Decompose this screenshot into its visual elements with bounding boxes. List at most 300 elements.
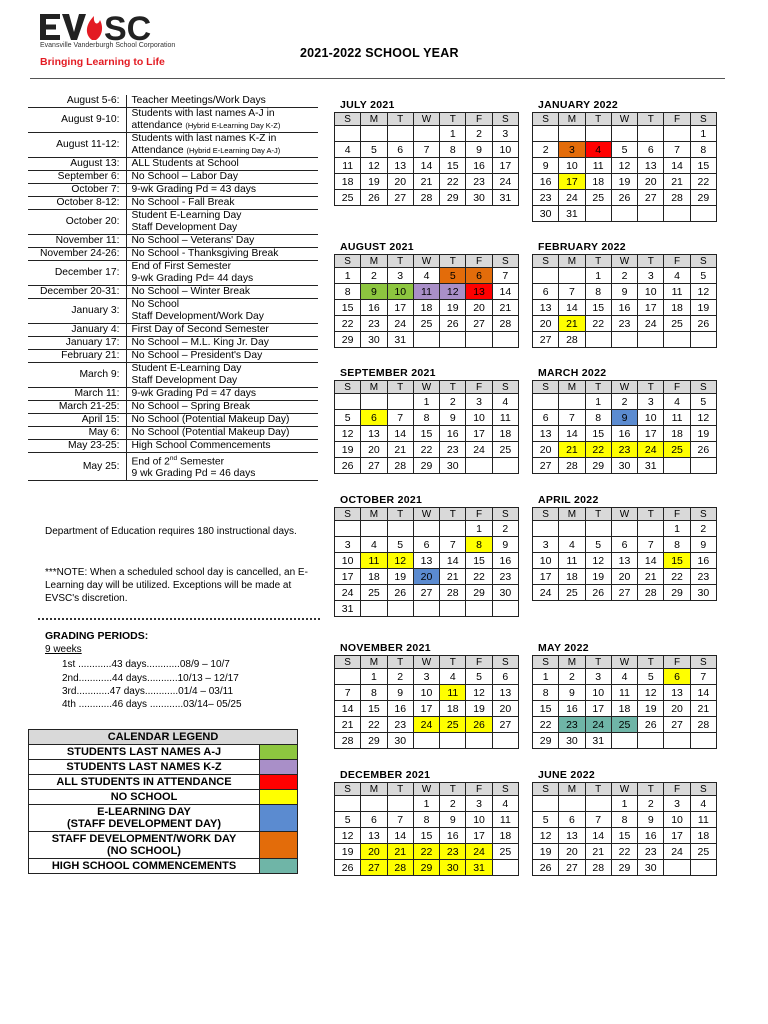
day-cell: 5 — [335, 812, 361, 828]
day-cell: 11 — [664, 284, 690, 300]
day-cell: 8 — [585, 284, 611, 300]
event-text — [132, 337, 317, 349]
day-cell: 7 — [335, 685, 361, 701]
week-row — [335, 601, 519, 617]
day-cell: 27 — [413, 585, 439, 601]
empty-cell — [492, 733, 518, 749]
day-cell: 14 — [335, 701, 361, 717]
day-cell: 17 — [413, 701, 439, 717]
legend-row — [29, 790, 298, 805]
day-cell: 13 — [466, 284, 492, 300]
day-cell: 21 — [440, 569, 466, 585]
day-cell: 23 — [690, 569, 716, 585]
week-row — [533, 569, 717, 585]
event-text-second: Staff Development Day — [131, 375, 238, 386]
weekday-label: T — [440, 656, 466, 669]
day-cell: 7 — [585, 812, 611, 828]
day-cell: 27 — [638, 190, 664, 206]
day-cell: 19 — [361, 174, 387, 190]
day-cell: 2 — [559, 669, 585, 685]
day-cell: 9 — [611, 284, 637, 300]
month-title: SEPTEMBER 2021 — [340, 367, 436, 379]
event-row — [28, 197, 318, 210]
day-cell: 23 — [638, 844, 664, 860]
empty-cell — [413, 601, 439, 617]
event-description — [126, 210, 318, 235]
legend-swatch — [260, 832, 298, 859]
day-cell: 12 — [335, 828, 361, 844]
day-cell: 25 — [664, 442, 690, 458]
day-cell: 1 — [440, 126, 466, 142]
day-cell: 7 — [638, 537, 664, 553]
empty-cell — [638, 332, 664, 348]
day-cell: 27 — [664, 717, 690, 733]
empty-cell — [387, 521, 413, 537]
legend-swatch — [260, 745, 298, 760]
event-date: May 25: — [28, 453, 126, 481]
week-row — [533, 206, 717, 222]
weekday-label: T — [638, 381, 664, 394]
day-cell: 31 — [387, 332, 413, 348]
empty-cell — [466, 332, 492, 348]
day-cell: 21 — [664, 174, 690, 190]
month-calendar — [334, 768, 519, 876]
day-cell: 10 — [664, 812, 690, 828]
event-text-second: 9 wk Grading Pd = 46 days — [131, 468, 256, 480]
day-cell: 18 — [559, 569, 585, 585]
weekday-label: F — [664, 508, 690, 521]
week-row — [533, 669, 717, 685]
event-date: March 21-25: — [28, 401, 126, 414]
week-row — [533, 701, 717, 717]
empty-cell — [335, 796, 361, 812]
day-cell: 19 — [638, 701, 664, 717]
weekday-label: W — [413, 656, 439, 669]
week-row — [335, 268, 519, 284]
day-cell: 6 — [361, 812, 387, 828]
day-cell: 19 — [690, 300, 716, 316]
day-cell: 25 — [492, 442, 518, 458]
weekday-label: T — [638, 255, 664, 268]
week-row — [533, 300, 717, 316]
weekday-label: S — [533, 656, 559, 669]
day-cell: 7 — [559, 410, 585, 426]
day-cell: 13 — [611, 553, 637, 569]
month-title: JANUARY 2022 — [538, 99, 619, 111]
event-row — [28, 427, 318, 440]
day-cell: 20 — [559, 844, 585, 860]
day-cell: 1 — [533, 669, 559, 685]
event-row — [28, 350, 318, 363]
day-cell: 2 — [638, 796, 664, 812]
day-cell: 28 — [387, 860, 413, 876]
day-cell: 8 — [664, 537, 690, 553]
week-row — [335, 300, 519, 316]
empty-cell — [387, 796, 413, 812]
day-cell: 21 — [413, 174, 439, 190]
week-row — [533, 442, 717, 458]
legend-swatch — [260, 859, 298, 874]
day-cell: 9 — [361, 284, 387, 300]
day-cell: 17 — [466, 426, 492, 442]
day-cell: 23 — [440, 844, 466, 860]
day-cell: 30 — [440, 458, 466, 474]
event-description — [126, 158, 318, 171]
weekday-label: T — [440, 783, 466, 796]
weekday-label: M — [361, 783, 387, 796]
day-cell: 13 — [492, 685, 518, 701]
weekday-label: S — [533, 113, 559, 126]
day-cell: 11 — [492, 812, 518, 828]
day-cell: 30 — [690, 585, 716, 601]
empty-cell — [387, 601, 413, 617]
day-cell: 8 — [440, 142, 466, 158]
day-cell: 18 — [664, 426, 690, 442]
day-cell: 8 — [466, 537, 492, 553]
event-text-main: No School – Winter Break — [131, 286, 250, 297]
note-instructional-days: Department of Education requires 180 instructional days. — [45, 526, 297, 537]
empty-cell — [611, 521, 637, 537]
event-text-main: No School - Fall Break — [131, 197, 235, 208]
day-cell: 16 — [492, 553, 518, 569]
day-cell: 11 — [492, 410, 518, 426]
legend-row — [29, 760, 298, 775]
event-description — [126, 286, 318, 299]
empty-cell — [492, 332, 518, 348]
day-cell: 6 — [466, 268, 492, 284]
day-cell: 24 — [466, 442, 492, 458]
event-description — [126, 184, 318, 197]
day-cell: 20 — [361, 844, 387, 860]
event-text-main: ALL Students at School — [131, 158, 239, 169]
month-calendar — [334, 493, 519, 617]
event-date: November 11: — [28, 235, 126, 248]
legend-label: STAFF DEVELOPMENT/WORK DAY (NO SCHOOL) — [29, 832, 260, 859]
weekday-header — [335, 783, 519, 796]
week-row — [335, 812, 519, 828]
week-row — [335, 828, 519, 844]
day-cell: 19 — [533, 844, 559, 860]
event-text-main: No School (Potential Makeup Day) — [131, 427, 290, 438]
day-cell: 27 — [361, 860, 387, 876]
day-cell: 20 — [466, 300, 492, 316]
weekday-header — [335, 113, 519, 126]
day-cell: 6 — [533, 410, 559, 426]
day-cell: 3 — [664, 796, 690, 812]
empty-cell — [335, 394, 361, 410]
event-date: May 6: — [28, 427, 126, 440]
day-cell: 20 — [611, 569, 637, 585]
day-cell: 16 — [466, 158, 492, 174]
day-cell: 16 — [611, 426, 637, 442]
day-cell: 20 — [533, 442, 559, 458]
day-cell: 18 — [335, 174, 361, 190]
day-cell: 25 — [664, 316, 690, 332]
day-cell: 10 — [387, 284, 413, 300]
weekday-label: T — [387, 381, 413, 394]
day-cell: 11 — [611, 685, 637, 701]
day-cell: 26 — [533, 860, 559, 876]
day-cell: 6 — [387, 142, 413, 158]
week-row — [335, 394, 519, 410]
day-cell: 14 — [492, 284, 518, 300]
empty-cell — [664, 733, 690, 749]
event-date: December 17: — [28, 261, 126, 286]
month-table — [532, 655, 717, 749]
day-cell: 25 — [585, 190, 611, 206]
day-cell: 30 — [466, 190, 492, 206]
event-date: October 20: — [28, 210, 126, 235]
page-title: 2021-2022 SCHOOL YEAR — [300, 46, 459, 60]
day-cell: 7 — [664, 142, 690, 158]
weekday-label: S — [533, 255, 559, 268]
day-cell: 1 — [413, 394, 439, 410]
month-calendar — [532, 768, 717, 876]
day-cell: 12 — [440, 284, 466, 300]
day-cell: 29 — [533, 733, 559, 749]
day-cell: 24 — [492, 174, 518, 190]
day-cell: 9 — [559, 685, 585, 701]
weekday-label: T — [638, 656, 664, 669]
weekday-label: W — [611, 113, 637, 126]
month-table — [334, 507, 519, 617]
day-cell: 29 — [413, 458, 439, 474]
day-cell: 5 — [335, 410, 361, 426]
day-cell: 16 — [361, 300, 387, 316]
week-row — [533, 717, 717, 733]
event-text — [132, 248, 317, 260]
grading-periods-title: GRADING PERIODS: — [45, 630, 149, 642]
day-cell: 27 — [466, 316, 492, 332]
month-calendar — [334, 240, 519, 348]
day-cell: 10 — [492, 142, 518, 158]
empty-cell — [361, 126, 387, 142]
day-cell: 3 — [413, 669, 439, 685]
weekday-label: S — [690, 656, 716, 669]
event-text-small: (Hybrid E-Learning Day A-J) — [186, 146, 281, 155]
calendar-legend — [28, 729, 298, 874]
empty-cell — [440, 733, 466, 749]
month-table — [532, 380, 717, 474]
empty-cell — [690, 206, 716, 222]
day-cell: 17 — [638, 426, 664, 442]
event-description — [126, 337, 318, 350]
weekday-header — [335, 508, 519, 521]
day-cell: 18 — [664, 300, 690, 316]
event-description — [126, 401, 318, 414]
weekday-header — [533, 113, 717, 126]
day-cell: 21 — [492, 300, 518, 316]
month-title: OCTOBER 2021 — [340, 494, 423, 506]
event-text-line2 — [132, 311, 317, 323]
day-cell: 16 — [533, 174, 559, 190]
event-text-second: 9-wk Grading Pd= 44 days — [131, 273, 254, 284]
event-text — [132, 414, 317, 426]
day-cell: 15 — [361, 701, 387, 717]
day-cell: 16 — [638, 828, 664, 844]
day-cell: 19 — [466, 701, 492, 717]
legend-row — [29, 832, 298, 859]
day-cell: 22 — [361, 717, 387, 733]
week-row — [335, 158, 519, 174]
week-row — [335, 701, 519, 717]
day-cell: 4 — [690, 796, 716, 812]
event-text-main: No School — [131, 299, 180, 310]
day-cell: 8 — [413, 812, 439, 828]
event-row — [28, 286, 318, 299]
week-row — [533, 796, 717, 812]
day-cell: 12 — [690, 410, 716, 426]
week-row — [533, 410, 717, 426]
empty-cell — [361, 394, 387, 410]
empty-cell — [585, 206, 611, 222]
event-date: February 21: — [28, 350, 126, 363]
month-table — [532, 782, 717, 876]
weekday-label: F — [664, 783, 690, 796]
grading-period-row: 4th ............46 days ............03/14– 05/25 — [62, 699, 242, 710]
day-cell: 3 — [466, 394, 492, 410]
day-cell: 13 — [533, 300, 559, 316]
empty-cell — [361, 601, 387, 617]
event-description — [126, 427, 318, 440]
weekday-label: F — [466, 656, 492, 669]
day-cell: 4 — [664, 394, 690, 410]
day-cell: 18 — [611, 701, 637, 717]
day-cell: 27 — [559, 860, 585, 876]
day-cell: 16 — [387, 701, 413, 717]
day-cell: 15 — [664, 553, 690, 569]
empty-cell — [690, 860, 716, 876]
day-cell: 28 — [638, 585, 664, 601]
event-text — [132, 350, 317, 362]
day-cell: 5 — [611, 142, 637, 158]
day-cell: 2 — [611, 268, 637, 284]
weekday-label: S — [690, 508, 716, 521]
event-text-line2 — [132, 273, 317, 285]
weekday-label: S — [533, 508, 559, 521]
week-row — [335, 426, 519, 442]
day-cell: 6 — [638, 142, 664, 158]
event-date: August 11-12: — [28, 133, 126, 158]
day-cell: 8 — [611, 812, 637, 828]
empty-cell — [335, 669, 361, 685]
day-cell: 17 — [492, 158, 518, 174]
day-cell: 25 — [559, 585, 585, 601]
event-date: January 17: — [28, 337, 126, 350]
weekday-label: T — [585, 656, 611, 669]
day-cell: 9 — [440, 812, 466, 828]
day-cell: 10 — [585, 685, 611, 701]
day-cell: 9 — [387, 685, 413, 701]
legend-row — [29, 775, 298, 790]
week-row — [533, 828, 717, 844]
event-description — [126, 235, 318, 248]
weekday-label: S — [533, 783, 559, 796]
day-cell: 11 — [440, 685, 466, 701]
week-row — [533, 458, 717, 474]
week-row — [533, 553, 717, 569]
event-row — [28, 440, 318, 453]
day-cell: 2 — [440, 394, 466, 410]
weekday-label: F — [466, 508, 492, 521]
empty-cell — [585, 126, 611, 142]
event-text-main: No School – M.L. King Jr. Day — [131, 337, 269, 348]
empty-cell — [638, 126, 664, 142]
weekday-label: W — [611, 656, 637, 669]
empty-cell — [611, 126, 637, 142]
month-title: FEBRUARY 2022 — [538, 241, 626, 253]
day-cell: 2 — [387, 669, 413, 685]
empty-cell — [466, 733, 492, 749]
day-cell: 13 — [413, 553, 439, 569]
day-cell: 17 — [387, 300, 413, 316]
empty-cell — [585, 521, 611, 537]
day-cell: 7 — [492, 268, 518, 284]
day-cell: 13 — [387, 158, 413, 174]
day-cell: 19 — [335, 844, 361, 860]
legend-swatch — [260, 805, 298, 832]
week-row — [335, 733, 519, 749]
day-cell: 16 — [559, 701, 585, 717]
weekday-label: F — [664, 255, 690, 268]
day-cell: 15 — [413, 426, 439, 442]
day-cell: 26 — [335, 458, 361, 474]
day-cell: 21 — [638, 569, 664, 585]
event-text — [132, 184, 317, 196]
weekday-label: S — [335, 113, 361, 126]
header-divider — [30, 78, 725, 79]
weekday-label: T — [440, 508, 466, 521]
weekday-label: W — [611, 783, 637, 796]
event-description — [126, 261, 318, 286]
day-cell: 4 — [585, 142, 611, 158]
weekday-label: W — [413, 255, 439, 268]
event-description — [126, 363, 318, 388]
weekday-label: F — [664, 113, 690, 126]
legend-label: NO SCHOOL — [29, 790, 260, 805]
legend-label: STUDENTS LAST NAMES K-Z — [29, 760, 260, 775]
day-cell: 29 — [611, 860, 637, 876]
day-cell: 14 — [440, 553, 466, 569]
day-cell: 28 — [585, 860, 611, 876]
day-cell: 14 — [664, 158, 690, 174]
weekday-label: F — [466, 783, 492, 796]
day-cell: 24 — [559, 190, 585, 206]
empty-cell — [413, 521, 439, 537]
day-cell: 23 — [361, 316, 387, 332]
week-row — [533, 733, 717, 749]
day-cell: 24 — [387, 316, 413, 332]
day-cell: 10 — [533, 553, 559, 569]
day-cell: 28 — [413, 190, 439, 206]
day-cell: 31 — [466, 860, 492, 876]
event-text-main: High School Commencements — [131, 440, 271, 451]
day-cell: 13 — [361, 828, 387, 844]
month-table — [532, 112, 717, 222]
day-cell: 10 — [638, 410, 664, 426]
day-cell: 27 — [492, 717, 518, 733]
day-cell: 2 — [611, 394, 637, 410]
event-text — [132, 324, 317, 336]
event-row — [28, 95, 318, 108]
month-title: DECEMBER 2021 — [340, 769, 431, 781]
weekday-label: T — [585, 113, 611, 126]
empty-cell — [413, 332, 439, 348]
day-cell: 14 — [638, 553, 664, 569]
day-cell: 5 — [533, 812, 559, 828]
day-cell: 31 — [492, 190, 518, 206]
event-text — [132, 388, 317, 400]
